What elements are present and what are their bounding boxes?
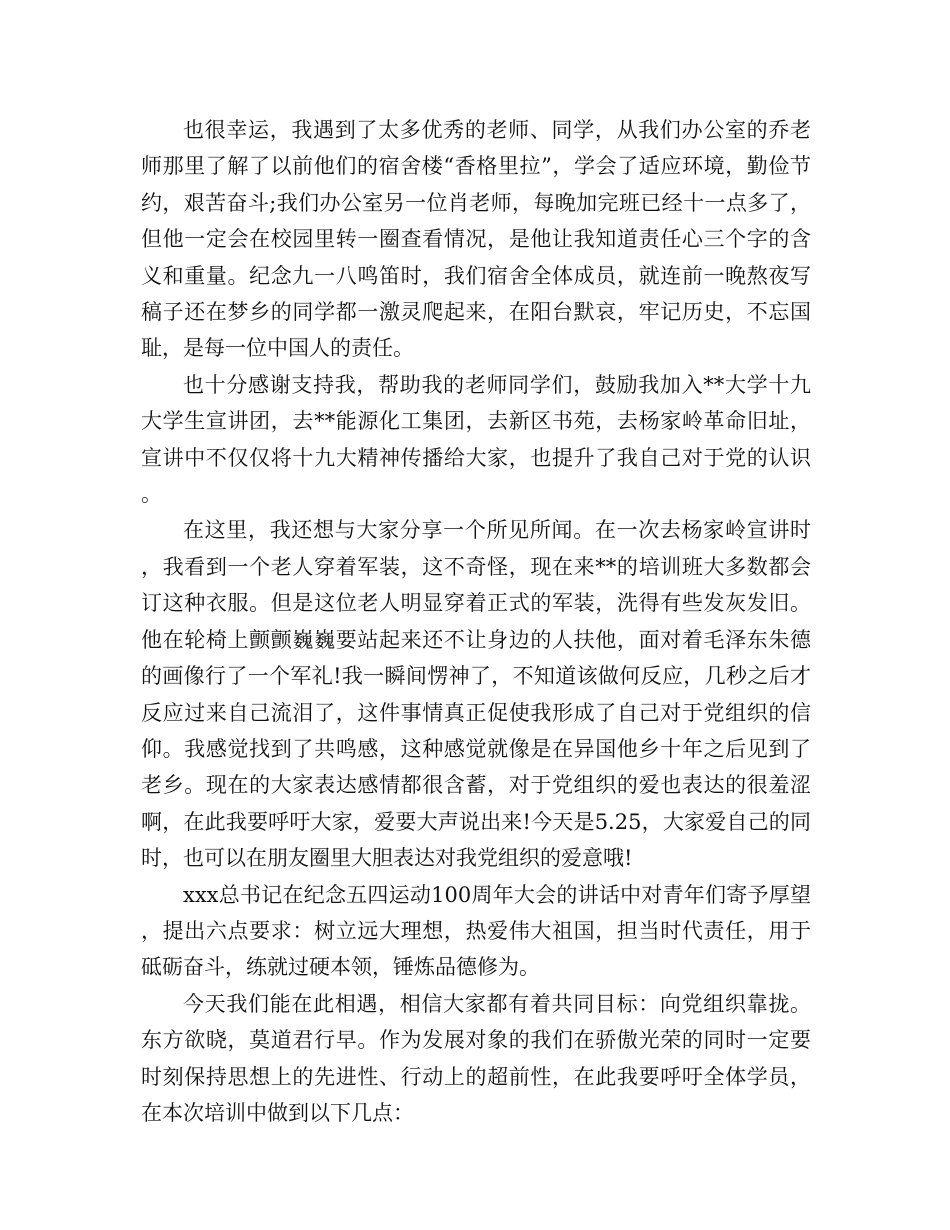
paragraph-common-goal: 今天我们能在此相遇，相信大家都有着共同目标：向党组织靠拢。东方欲晓，莫道君行早。作为发展对象的我们在骄傲光荣的同时一定要时刻保持思想上的先进性、行动上的超前性，在此我要呼吁全体学员，在本次培训中做到以下几点：: [141, 991, 811, 1125]
paragraph-gratitude-teachers: 也很幸运，我遇到了太多优秀的老师、同学，从我们办公室的乔老师那里了解了以前他们的宿舍楼“香格里拉”，学会了适应环境，勤俭节约，艰苦奋斗;我们办公室另一位肖老师，每晚加完班已经十一点多了，但他一定会在校园里转一圈查看情况，是他让我知道责任心三个字的含义和重量。纪念九一八鸣笛时，我们宿舍全体成员，就连前一晚熬夜写稿子还在梦乡的同学都一激灵爬起来，在阳台默哀，牢记历史，不忘国耻，是每一位中国人的责任。: [141, 118, 811, 361]
paragraph-six-requirements: xxx总书记在纪念五四运动100周年大会的讲话中对青年们寄予厚望，提出六点要求：树立远大理想，热爱伟大祖国，担当时代责任，用于砥砺奋斗，练就过硬本领，锤炼品德修为。: [141, 882, 811, 980]
paragraph-lecture-group: 也十分感谢支持我，帮助我的老师同学们，鼓励我加入**大学十九大学生宣讲团，去**能源化工集团，去新区书苑，去杨家岭革命旧址，宣讲中不仅仅将十九大精神传播给大家，也提升了我自己对于党的认识。: [141, 372, 811, 507]
paragraph-veteran-story: 在这里，我还想与大家分享一个所见所闻。在一次去杨家岭宣讲时，我看到一个老人穿着军装，这不奇怪，现在来**的培训班大多数都会订这种衣服。但是这位老人明显穿着正式的军装，洗得有些发灰发旧。他在轮椅上颤颤巍巍要站起来还不让身边的人扶他，面对着毛泽东朱德的画像行了一个军礼!我一瞬间愣神了，不知道该做何反应，几秒之后才反应过来自己流泪了，这件事情真正促使我形成了自己对于党组织的信仰。我感觉找到了共鸣感，这种感觉就像是在异国他乡十年之后见到了老乡。现在的大家表达感情都很含蓄，对于党组织的爱也表达的很羞涩啊，在此我要呼吁大家，爱要大声说出来!今天是5.25，大家爱自己的同时，也可以在朋友圈里大胆表达对我党组织的爱意哦!: [141, 518, 811, 871]
document-body: [141, 112, 811, 1131]
